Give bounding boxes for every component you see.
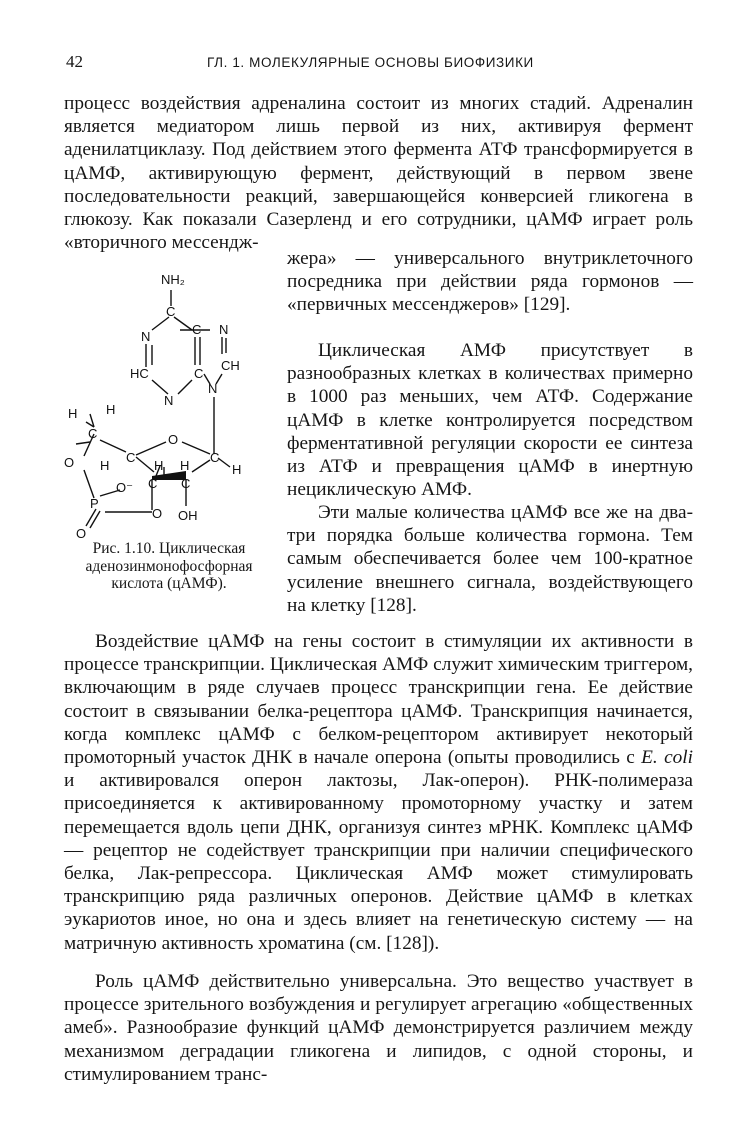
atom-h-f: H xyxy=(232,462,242,477)
atom-c5: C xyxy=(192,322,202,337)
atom-o5prime: O xyxy=(64,455,75,470)
atom-p: P xyxy=(90,496,99,511)
atom-h-b: H xyxy=(106,402,116,417)
page-header xyxy=(66,52,688,74)
atom-h-c: H xyxy=(100,458,110,473)
paragraph-camp-universal: Роль цАМФ действительно универсальна. Это вещество участвует в процессе зрительного возбуждения и регулирует агрегацию «общественных амеб». Разнообразие функций цАМФ демонстрируется различием между механизмом деградации гликогена и липидов, с одной стороны, и стимулированием транс- xyxy=(64,971,693,1085)
figure-caption: Рис. 1.10. Циклическая аденозинмонофосфорная кислота (цАМФ). xyxy=(85,540,253,592)
camp-structural-formula xyxy=(60,262,282,542)
gene-action-text-a: Воздействие цАМФ на гены состоит в стимуляции их активности в процессе транскрипции. Циклическая АМФ служит химическим триггером, включающим в ряде случаев процесс транскрипции гена. Ее действие состоит в связывании белка-рецептора цАМФ. Транскрипция начинается, когда комплекс цАМФ с белком-рецептором активирует некоторый промоторный участок ДНК в начале оперона (опыты проводились с xyxy=(64,631,693,769)
atom-c4prime: C xyxy=(126,450,136,465)
atom-o3prime: O xyxy=(152,506,163,521)
paragraph-intro: процесс воздействия адреналина состоит из многих стадий. Адреналин является медиатором лишь первой из них, активируя фермент аденилатциклазу. Под действием этого фермента АТФ трансформируется в цАМФ, активирующую фермент, действующий в первом звене последовательности реакций, завершающейся конверсией гликогена в глюкозу. Как показали Сазерленд и его сотрудники, цАМФ играет роль «вторичного мессендж- xyxy=(64,93,693,254)
atom-n1: N xyxy=(141,329,151,344)
atom-n3: N xyxy=(164,393,174,408)
atom-c3prime: C xyxy=(148,476,158,491)
camp-structure-figure xyxy=(60,262,282,542)
paragraph-camp-presence: Циклическая АМФ присутствует в разнообразных клетках в количествах примерно в 1000 раз меньших, чем АТФ. Содержание цАМФ в клетке контролируется посредством ферментативной регуляции скорости ее синтеза из АТФ и превращения цАМФ в инертную нециклическую АМФ. xyxy=(287,340,693,501)
gene-action-text-b: и активировался оперон лактозы, Лак-оперон). РНК-полимераза присоединяется к активированному промоторному участку и затем перемещается вдоль цепи ДНК, организуя синтез мРНК. Комплекс цАМФ — рецептор не содействует транскрипции при наличии специфического белка, Лак-репрессора. Циклическая АМФ может стимулировать транскрипцию ряда различных оперонов. Действие цАМФ в клетках эукариотов иное, но она и здесь влияет на генетическую систему — на матричную активность хроматина (см. [128]). xyxy=(64,770,693,954)
atom-ch: CH xyxy=(221,358,240,373)
paragraph-intro-continued: жера» — универсального внутриклеточного посредника при действии ряда гормонов — «первичных мессенджеров» [129]. xyxy=(287,248,693,316)
atom-o-ring: O xyxy=(168,432,179,447)
atom-nh2: NH₂ xyxy=(161,272,185,287)
atom-hc: HC xyxy=(130,366,149,381)
atom-c1prime: C xyxy=(210,450,220,465)
atom-h-a: H xyxy=(68,406,78,421)
atom-o-double: O xyxy=(76,526,87,541)
atom-n7: N xyxy=(219,322,229,337)
atom-n9: N xyxy=(208,381,218,396)
paragraph-signal-amplification: Эти малые количества цАМФ все же на два-три порядка больше количества гормона. Тем самым обеспечивается более чем 100-кратное усиление внешнего сигнала, воздействующего на клетку [128]. xyxy=(287,502,693,616)
running-title: ГЛ. 1. МОЛЕКУЛЯРНЫЕ ОСНОВЫ БИОФИЗИКИ xyxy=(207,55,534,70)
atom-h-e: H xyxy=(180,458,190,473)
atom-c2prime: C xyxy=(181,476,191,491)
atom-oh: OH xyxy=(178,508,198,523)
atom-o-minus: O⁻ xyxy=(116,480,133,495)
atom-c5prime: C xyxy=(88,426,98,441)
page-number: 42 xyxy=(66,52,83,71)
atom-c2: C xyxy=(166,304,176,319)
paragraph-gene-action xyxy=(64,630,693,955)
atom-h-d: H xyxy=(154,458,164,473)
e-coli-italic: E. coli xyxy=(641,747,693,769)
atom-c4: C xyxy=(194,366,204,381)
